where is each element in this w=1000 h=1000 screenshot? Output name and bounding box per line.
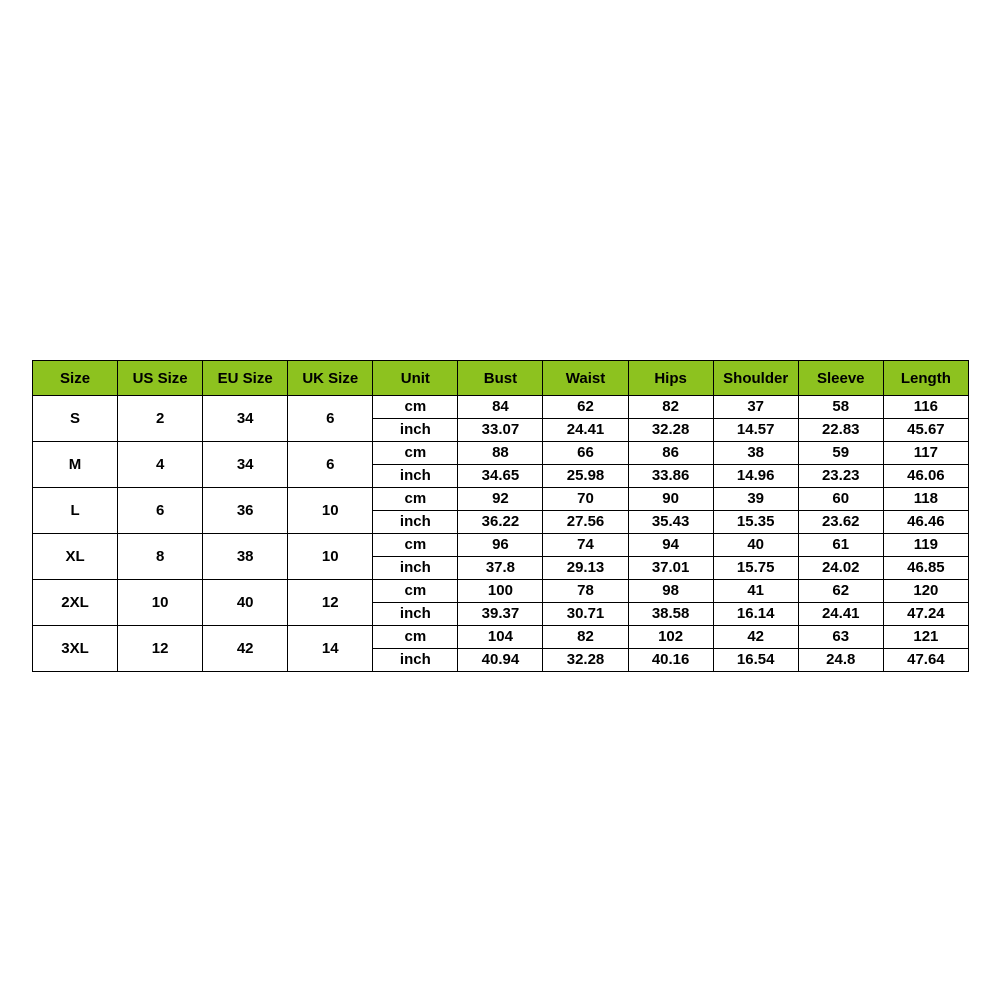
sleeve-cell: 63 — [798, 626, 883, 649]
hips-cell: 82 — [628, 396, 713, 419]
sleeve-cell: 24.02 — [798, 557, 883, 580]
waist-cell: 25.98 — [543, 465, 628, 488]
table-row — [33, 396, 969, 419]
header-row — [33, 361, 969, 396]
shoulder-cell: 41 — [713, 580, 798, 603]
header-size: Size — [33, 361, 118, 396]
waist-cell: 30.71 — [543, 603, 628, 626]
unit-cell: inch — [373, 603, 458, 626]
unit-cell: cm — [373, 580, 458, 603]
waist-cell: 82 — [543, 626, 628, 649]
waist-cell: 78 — [543, 580, 628, 603]
unit-cell: cm — [373, 442, 458, 465]
bust-cell: 39.37 — [458, 603, 543, 626]
waist-cell: 70 — [543, 488, 628, 511]
length-cell: 47.64 — [883, 649, 968, 672]
sleeve-cell: 23.23 — [798, 465, 883, 488]
unit-cell: inch — [373, 649, 458, 672]
eu-size-cell: 40 — [203, 580, 288, 626]
shoulder-cell: 42 — [713, 626, 798, 649]
table-row — [33, 580, 969, 603]
bust-cell: 92 — [458, 488, 543, 511]
bust-cell: 40.94 — [458, 649, 543, 672]
header-hips: Hips — [628, 361, 713, 396]
sleeve-cell: 60 — [798, 488, 883, 511]
sleeve-cell: 59 — [798, 442, 883, 465]
length-cell: 120 — [883, 580, 968, 603]
us-size-cell: 12 — [118, 626, 203, 672]
hips-cell: 86 — [628, 442, 713, 465]
unit-cell: cm — [373, 626, 458, 649]
length-cell: 119 — [883, 534, 968, 557]
shoulder-cell: 14.96 — [713, 465, 798, 488]
sleeve-cell: 23.62 — [798, 511, 883, 534]
waist-cell: 27.56 — [543, 511, 628, 534]
waist-cell: 24.41 — [543, 419, 628, 442]
hips-cell: 90 — [628, 488, 713, 511]
sleeve-cell: 24.41 — [798, 603, 883, 626]
uk-size-cell: 14 — [288, 626, 373, 672]
waist-cell: 74 — [543, 534, 628, 557]
size-chart-table — [32, 360, 969, 672]
hips-cell: 94 — [628, 534, 713, 557]
bust-cell: 34.65 — [458, 465, 543, 488]
sleeve-cell: 58 — [798, 396, 883, 419]
bust-cell: 96 — [458, 534, 543, 557]
size-cell: XL — [33, 534, 118, 580]
eu-size-cell: 34 — [203, 396, 288, 442]
us-size-cell: 4 — [118, 442, 203, 488]
bust-cell: 33.07 — [458, 419, 543, 442]
waist-cell: 62 — [543, 396, 628, 419]
unit-cell: inch — [373, 557, 458, 580]
header-sleeve: Sleeve — [798, 361, 883, 396]
table-body — [33, 396, 969, 672]
table-row — [33, 534, 969, 557]
header-uk-size: UK Size — [288, 361, 373, 396]
bust-cell: 100 — [458, 580, 543, 603]
hips-cell: 40.16 — [628, 649, 713, 672]
unit-cell: cm — [373, 534, 458, 557]
unit-cell: cm — [373, 396, 458, 419]
size-cell: 3XL — [33, 626, 118, 672]
length-cell: 116 — [883, 396, 968, 419]
unit-cell: inch — [373, 465, 458, 488]
waist-cell: 29.13 — [543, 557, 628, 580]
hips-cell: 98 — [628, 580, 713, 603]
sleeve-cell: 24.8 — [798, 649, 883, 672]
shoulder-cell: 37 — [713, 396, 798, 419]
uk-size-cell: 10 — [288, 488, 373, 534]
hips-cell: 33.86 — [628, 465, 713, 488]
hips-cell: 35.43 — [628, 511, 713, 534]
bust-cell: 37.8 — [458, 557, 543, 580]
header-eu-size: EU Size — [203, 361, 288, 396]
bust-cell: 36.22 — [458, 511, 543, 534]
length-cell: 46.46 — [883, 511, 968, 534]
length-cell: 46.06 — [883, 465, 968, 488]
header-unit: Unit — [373, 361, 458, 396]
sleeve-cell: 62 — [798, 580, 883, 603]
uk-size-cell: 6 — [288, 396, 373, 442]
unit-cell: cm — [373, 488, 458, 511]
length-cell: 47.24 — [883, 603, 968, 626]
shoulder-cell: 14.57 — [713, 419, 798, 442]
header-waist: Waist — [543, 361, 628, 396]
shoulder-cell: 39 — [713, 488, 798, 511]
header-bust: Bust — [458, 361, 543, 396]
length-cell: 121 — [883, 626, 968, 649]
header-shoulder: Shoulder — [713, 361, 798, 396]
eu-size-cell: 42 — [203, 626, 288, 672]
hips-cell: 38.58 — [628, 603, 713, 626]
length-cell: 45.67 — [883, 419, 968, 442]
eu-size-cell: 34 — [203, 442, 288, 488]
hips-cell: 37.01 — [628, 557, 713, 580]
uk-size-cell: 6 — [288, 442, 373, 488]
us-size-cell: 10 — [118, 580, 203, 626]
shoulder-cell: 15.35 — [713, 511, 798, 534]
sleeve-cell: 22.83 — [798, 419, 883, 442]
uk-size-cell: 10 — [288, 534, 373, 580]
table-row — [33, 488, 969, 511]
table-row — [33, 626, 969, 649]
length-cell: 118 — [883, 488, 968, 511]
header-length: Length — [883, 361, 968, 396]
us-size-cell: 2 — [118, 396, 203, 442]
length-cell: 46.85 — [883, 557, 968, 580]
uk-size-cell: 12 — [288, 580, 373, 626]
unit-cell: inch — [373, 419, 458, 442]
shoulder-cell: 15.75 — [713, 557, 798, 580]
shoulder-cell: 38 — [713, 442, 798, 465]
hips-cell: 32.28 — [628, 419, 713, 442]
bust-cell: 88 — [458, 442, 543, 465]
bust-cell: 84 — [458, 396, 543, 419]
size-cell: 2XL — [33, 580, 118, 626]
shoulder-cell: 16.54 — [713, 649, 798, 672]
shoulder-cell: 40 — [713, 534, 798, 557]
waist-cell: 66 — [543, 442, 628, 465]
table-row — [33, 442, 969, 465]
eu-size-cell: 38 — [203, 534, 288, 580]
sleeve-cell: 61 — [798, 534, 883, 557]
header-us-size: US Size — [118, 361, 203, 396]
size-cell: M — [33, 442, 118, 488]
us-size-cell: 8 — [118, 534, 203, 580]
length-cell: 117 — [883, 442, 968, 465]
waist-cell: 32.28 — [543, 649, 628, 672]
shoulder-cell: 16.14 — [713, 603, 798, 626]
unit-cell: inch — [373, 511, 458, 534]
hips-cell: 102 — [628, 626, 713, 649]
eu-size-cell: 36 — [203, 488, 288, 534]
bust-cell: 104 — [458, 626, 543, 649]
us-size-cell: 6 — [118, 488, 203, 534]
size-cell: L — [33, 488, 118, 534]
size-cell: S — [33, 396, 118, 442]
